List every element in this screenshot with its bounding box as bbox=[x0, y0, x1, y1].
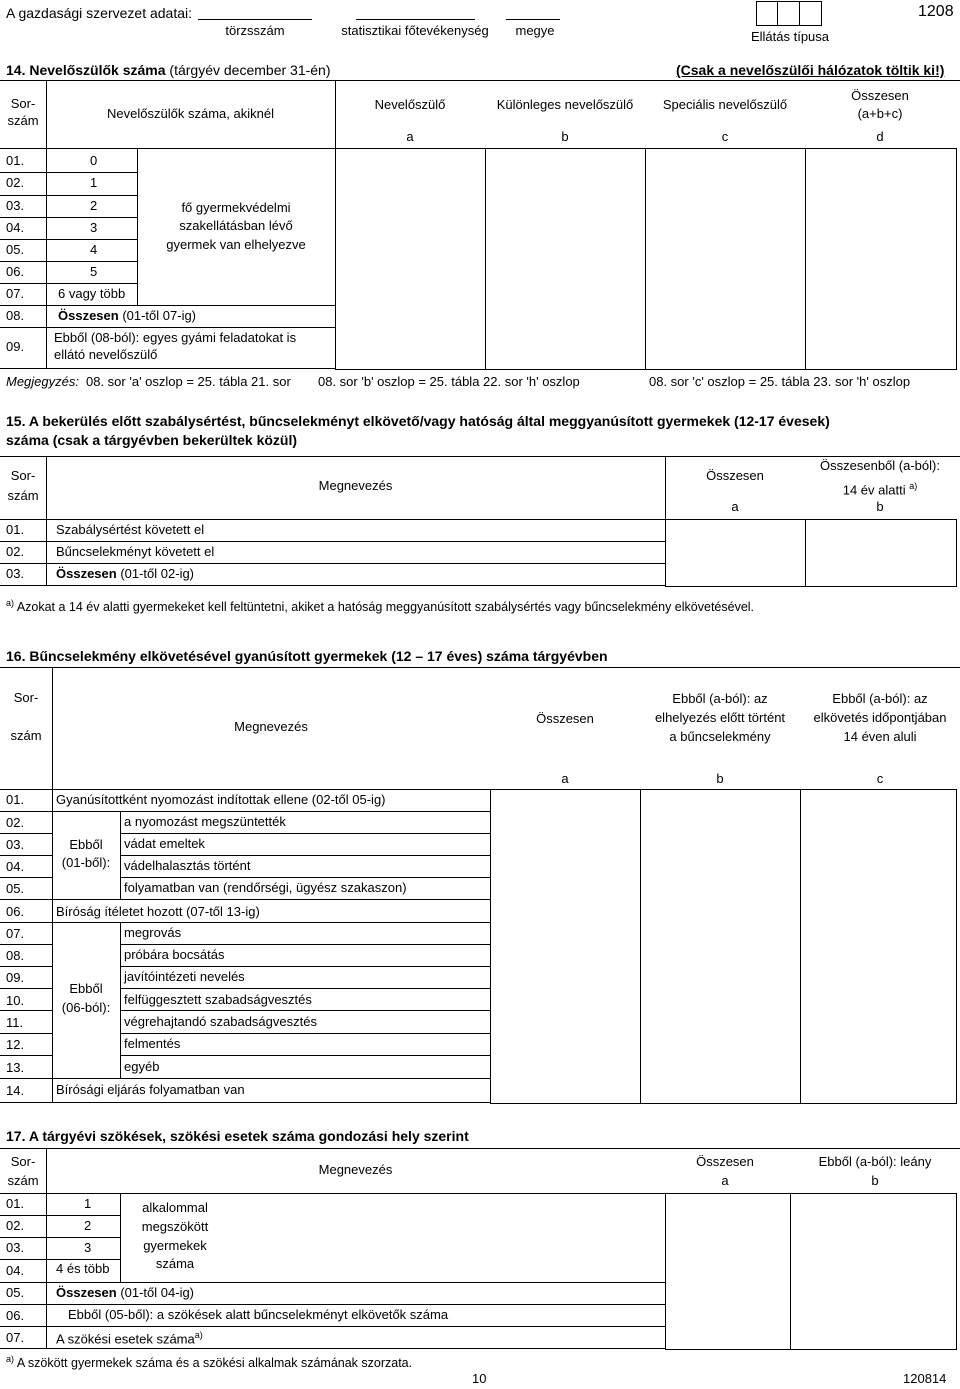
col-letter: a bbox=[721, 1173, 729, 1188]
row-label: vádat emeltek bbox=[124, 836, 205, 851]
row-number: 01. bbox=[6, 153, 25, 168]
org-label: A gazdasági szervezet adatai: bbox=[6, 5, 193, 21]
rule bbox=[0, 855, 52, 856]
col-letter: b bbox=[871, 1173, 879, 1188]
t14-data-grid[interactable] bbox=[335, 148, 957, 370]
row-number: 07. bbox=[6, 286, 25, 301]
torzsszam-line bbox=[198, 19, 312, 20]
row-label: 0 bbox=[90, 153, 98, 168]
t14-note: (Csak a nevelőszülői hálózatok töltik ki!) bbox=[676, 62, 945, 78]
row-number: 13. bbox=[6, 1060, 25, 1075]
rule bbox=[0, 988, 52, 989]
t15-col-a: Összesen bbox=[706, 468, 764, 483]
t14-col-sor: Sor- bbox=[10, 96, 36, 111]
row-label: 4 bbox=[90, 242, 98, 257]
t17-footnote: $^{a)}$ A szökött gyermekek száma és a szökési alkalmak számának szorzata. bbox=[6, 1354, 413, 1371]
t14-note-text: 08. sor 'b' oszlop = 25. tábla 22. sor 'h' oszlop bbox=[318, 374, 580, 389]
row-number: 09. bbox=[6, 970, 25, 985]
rule bbox=[485, 148, 486, 369]
rule bbox=[640, 789, 641, 1103]
rule bbox=[0, 1259, 120, 1260]
row-number: 04. bbox=[6, 1263, 25, 1278]
rule bbox=[0, 327, 335, 328]
rule bbox=[120, 1033, 490, 1034]
row-label: javítóintézeti nevelés bbox=[124, 969, 245, 984]
t14-col-d1: Összesen bbox=[851, 88, 909, 103]
rule bbox=[46, 456, 47, 585]
rule bbox=[0, 585, 665, 586]
t14-side-label: gyermek van elhelyezve bbox=[166, 237, 306, 252]
row-number: 04. bbox=[6, 220, 25, 235]
row-label: felfüggesztett szabadságvesztés bbox=[124, 992, 312, 1007]
row-label: 2 bbox=[84, 1218, 92, 1233]
rule bbox=[0, 922, 490, 923]
row-number: 05. bbox=[6, 242, 25, 257]
rule bbox=[0, 1282, 665, 1283]
row-label: A szökési esetek száma$^{a)}$ bbox=[56, 1330, 203, 1347]
row-number: 04. bbox=[6, 859, 25, 874]
row-label: folyamatban van (rendőrségi, ügyész szakaszon) bbox=[124, 880, 407, 895]
row-label: 3 bbox=[90, 220, 98, 235]
rule bbox=[0, 195, 137, 196]
t14-note-text: 08. sor 'c' oszlop = 25. tábla 23. sor 'h' oszlop bbox=[649, 374, 911, 389]
rule bbox=[0, 833, 52, 834]
t14-col-a: Nevelőszülő bbox=[374, 97, 446, 112]
ellatas-divider bbox=[777, 1, 778, 25]
t16-col-c: Ebből (a-ból): az bbox=[832, 691, 928, 706]
rule bbox=[0, 1078, 490, 1079]
rule bbox=[0, 966, 52, 967]
rule bbox=[0, 172, 137, 173]
rule bbox=[120, 877, 490, 878]
rule bbox=[645, 148, 646, 369]
row-number: 05. bbox=[6, 881, 25, 896]
rule bbox=[0, 877, 52, 878]
col-letter: b bbox=[716, 771, 724, 786]
row-number: 06. bbox=[6, 264, 25, 279]
row-number: 03. bbox=[6, 198, 25, 213]
col-letter: c bbox=[721, 129, 729, 144]
t15-col-name: Megnevezés bbox=[318, 478, 393, 493]
t17-col-name: Megnevezés bbox=[318, 1162, 393, 1177]
fotevekenyseg-line bbox=[356, 19, 475, 20]
row-number: 01. bbox=[6, 1196, 25, 1211]
t16-col-c: 14 éven aluli bbox=[843, 729, 917, 744]
t17-side-label: száma bbox=[155, 1256, 195, 1271]
rule bbox=[0, 1033, 52, 1034]
row-number: 02. bbox=[6, 544, 25, 559]
rule bbox=[120, 922, 121, 1078]
row-label: 1 bbox=[90, 175, 98, 190]
row-label: 4 és több bbox=[56, 1261, 110, 1276]
row-label: felmentés bbox=[124, 1036, 181, 1051]
rule bbox=[0, 811, 490, 812]
rule bbox=[0, 1148, 960, 1149]
group-label: Ebből bbox=[69, 981, 103, 996]
rule bbox=[0, 1102, 490, 1103]
t16-data-grid[interactable] bbox=[490, 789, 957, 1104]
row-label: 5 bbox=[90, 264, 98, 279]
ellatas-divider bbox=[799, 1, 800, 25]
t17-data-grid[interactable] bbox=[665, 1193, 957, 1350]
row-label: Bűncselekményt követett el bbox=[56, 544, 215, 559]
t14-note-text: 08. sor 'a' oszlop = 25. tábla 21. sor bbox=[86, 374, 291, 389]
rule bbox=[0, 368, 335, 369]
t16-col-name: Megnevezés bbox=[234, 719, 308, 734]
col-letter: b bbox=[876, 499, 884, 514]
rule bbox=[0, 899, 490, 900]
row-label: Összesen (01-től 04-ig) bbox=[56, 1285, 195, 1300]
rule bbox=[120, 966, 490, 967]
rule bbox=[120, 811, 121, 899]
t14-col-b: Különleges nevelőszülő bbox=[496, 97, 634, 112]
row-label: Ebből (05-ből): a szökések alatt bűncselekményt elkövetők száma bbox=[68, 1307, 449, 1322]
rule bbox=[0, 217, 137, 218]
t16-col-szam: szám bbox=[10, 728, 42, 743]
rule bbox=[0, 148, 335, 149]
rule bbox=[120, 944, 490, 945]
row-number: 02. bbox=[6, 1218, 25, 1233]
page-code: 1208 bbox=[918, 3, 954, 20]
col-letter: a bbox=[731, 499, 739, 514]
rule bbox=[0, 1237, 120, 1238]
rule bbox=[0, 1326, 665, 1327]
rule bbox=[0, 1055, 52, 1056]
ellatas-boxes[interactable] bbox=[756, 1, 822, 26]
rule bbox=[120, 1055, 490, 1056]
fotevekenyseg-label: statisztikai főtevékenység bbox=[341, 23, 489, 38]
t16-col-a: Összesen bbox=[536, 711, 594, 726]
megye-label: megye bbox=[515, 23, 555, 38]
row-number: 06. bbox=[6, 1308, 25, 1323]
t16-col-c: elkövetés időpontjában bbox=[813, 710, 947, 725]
rule bbox=[0, 944, 52, 945]
t16-title: 16. Bűncselekmény elkövetésével gyanúsított gyermekek (12 – 17 éves) száma tárgyévben bbox=[6, 648, 608, 664]
t16-col-b: elhelyezés előtt történt bbox=[654, 710, 786, 725]
t17-col-sor: Sor- bbox=[10, 1154, 36, 1169]
t16-col-b: Ebből (a-ból): az bbox=[672, 691, 768, 706]
row-number: 06. bbox=[6, 904, 25, 919]
rule bbox=[0, 1010, 52, 1011]
row-number: 03. bbox=[6, 1240, 25, 1255]
t17-side-label: gyermekek bbox=[143, 1238, 207, 1253]
row-label: Ebből (08-ból): egyes gyámi feladatokat is bbox=[54, 330, 297, 345]
ellatas-label: Ellátás típusa bbox=[750, 29, 830, 44]
rule bbox=[0, 563, 665, 564]
col-letter: d bbox=[876, 129, 884, 144]
rule bbox=[0, 667, 960, 668]
group-label: (01-ből): bbox=[61, 855, 111, 870]
rule bbox=[46, 1148, 47, 1349]
col-letter: a bbox=[561, 771, 569, 786]
rule bbox=[0, 1215, 120, 1216]
t14-note-label: Megjegyzés: bbox=[6, 374, 79, 389]
row-number: 02. bbox=[6, 815, 25, 830]
row-number: 11. bbox=[6, 1015, 24, 1030]
row-number: 02. bbox=[6, 175, 25, 190]
rule bbox=[805, 519, 806, 586]
rule bbox=[0, 1193, 665, 1194]
col-letter: b bbox=[561, 129, 569, 144]
row-label: próbára bocsátás bbox=[124, 947, 225, 962]
row-number: 07. bbox=[6, 1330, 25, 1345]
t17-side-label: megszökött bbox=[141, 1219, 209, 1234]
rule bbox=[120, 833, 490, 834]
row-number: 01. bbox=[6, 522, 25, 537]
row-number: 14. bbox=[6, 1083, 25, 1098]
row-number: 09. bbox=[6, 339, 25, 354]
t14-title: 14. Nevelőszülők száma (tárgyév december 31-én) bbox=[6, 62, 331, 78]
form-code: 120814 bbox=[903, 1371, 947, 1386]
row-label: 1 bbox=[84, 1196, 92, 1211]
t16-col-b: a bűncselekmény bbox=[669, 729, 771, 744]
t15-title: száma (csak a tárgyévben bekerültek közül) bbox=[6, 432, 298, 448]
rule bbox=[0, 239, 137, 240]
row-number: 10. bbox=[6, 993, 25, 1008]
row-number: 08. bbox=[6, 308, 25, 323]
row-number: 12. bbox=[6, 1037, 25, 1052]
rule bbox=[0, 80, 960, 81]
rule bbox=[0, 541, 665, 542]
row-label: Szabálysértést követett el bbox=[56, 522, 205, 537]
t15-title: 15. A bekerülés előtt szabálysértést, bűncselekményt elkövető/vagy hatóság által meggyanúsított gyermekek (12-17 évesek) bbox=[6, 413, 830, 429]
row-label: 6 vagy több bbox=[58, 286, 126, 301]
row-number: 08. bbox=[6, 948, 25, 963]
t14-col-szam: szám bbox=[7, 113, 39, 128]
rule bbox=[120, 855, 490, 856]
torzsszam-label: törzsszám bbox=[225, 23, 285, 38]
row-label: ellátó nevelőszülő bbox=[54, 347, 158, 362]
row-label: a nyomozást megszüntették bbox=[124, 814, 286, 829]
t15-col-b1: Összesenből (a-ból): bbox=[820, 458, 940, 473]
t16-col-sor: Sor- bbox=[13, 690, 39, 705]
t15-col-sor: Sor- bbox=[10, 468, 36, 483]
rule bbox=[0, 261, 137, 262]
t17-title: 17. A tárgyévi szökések, szökési esetek száma gondozási hely szerint bbox=[6, 1128, 469, 1144]
group-label: Ebből bbox=[69, 837, 103, 852]
row-label: Összesen (01-től 07-ig) bbox=[58, 308, 197, 323]
row-label: Bíróság ítéletet hozott (07-től 13-ig) bbox=[56, 904, 260, 919]
row-label: egyéb bbox=[124, 1059, 160, 1074]
t14-col-c: Speciális nevelőszülő bbox=[662, 97, 788, 112]
megye-line bbox=[506, 19, 560, 20]
rule bbox=[120, 988, 490, 989]
t15-col-szam: szám bbox=[7, 488, 39, 503]
t17-col-szam: szám bbox=[7, 1173, 39, 1188]
row-label: 3 bbox=[84, 1240, 92, 1255]
t15-data-grid[interactable] bbox=[665, 519, 957, 587]
row-number: 07. bbox=[6, 926, 25, 941]
rule bbox=[790, 1193, 791, 1349]
t14-side-label: fő gyermekvédelmi bbox=[181, 200, 291, 215]
row-number: 03. bbox=[6, 566, 25, 581]
t15-footnote: $^{a)}$ Azokat a 14 év alatti gyermekeket kell feltüntetni, akiket a hatóság meggyanúsított szabálysértés vagy bűncselekmény elkövetésével. bbox=[6, 598, 755, 615]
rule bbox=[0, 305, 335, 306]
row-label: Bírósági eljárás folyamatban van bbox=[56, 1082, 245, 1097]
rule bbox=[46, 80, 47, 369]
col-letter: c bbox=[876, 771, 884, 786]
t14-col-name: Nevelőszülők száma, akiknél bbox=[107, 106, 274, 121]
t17-col-b: Ebből (a-ból): leány bbox=[818, 1154, 932, 1169]
row-label: végrehajtandó szabadságvesztés bbox=[124, 1014, 317, 1029]
rule bbox=[0, 789, 490, 790]
row-label: Összesen (01-től 02-ig) bbox=[56, 566, 195, 581]
row-number: 01. bbox=[6, 792, 25, 807]
t17-col-a: Összesen bbox=[696, 1154, 754, 1169]
row-number: 03. bbox=[6, 837, 25, 852]
row-label: Gyanúsítottként nyomozást indítottak ellene (02-től 05-ig) bbox=[56, 792, 386, 807]
rule bbox=[805, 148, 806, 369]
rule bbox=[0, 519, 665, 520]
group-label: (06-ból): bbox=[61, 1000, 111, 1015]
rule bbox=[0, 1304, 665, 1305]
row-label: 2 bbox=[90, 198, 98, 213]
row-label: vádelhalasztás történt bbox=[124, 858, 251, 873]
rule bbox=[120, 1010, 490, 1011]
row-number: 05. bbox=[6, 1285, 25, 1300]
t14-col-d2: (a+b+c) bbox=[857, 106, 903, 121]
rule bbox=[0, 456, 960, 457]
t14-side-label: szakellátásban lévő bbox=[179, 218, 293, 233]
page-number: 10 bbox=[472, 1371, 487, 1386]
row-label: megrovás bbox=[124, 925, 182, 940]
col-letter: a bbox=[406, 129, 414, 144]
t17-side-label: alkalommal bbox=[142, 1200, 208, 1215]
rule bbox=[0, 1348, 665, 1349]
t15-col-b2: 14 év alatti $^{a)}$ bbox=[842, 481, 918, 498]
rule bbox=[0, 283, 137, 284]
rule bbox=[800, 789, 801, 1103]
